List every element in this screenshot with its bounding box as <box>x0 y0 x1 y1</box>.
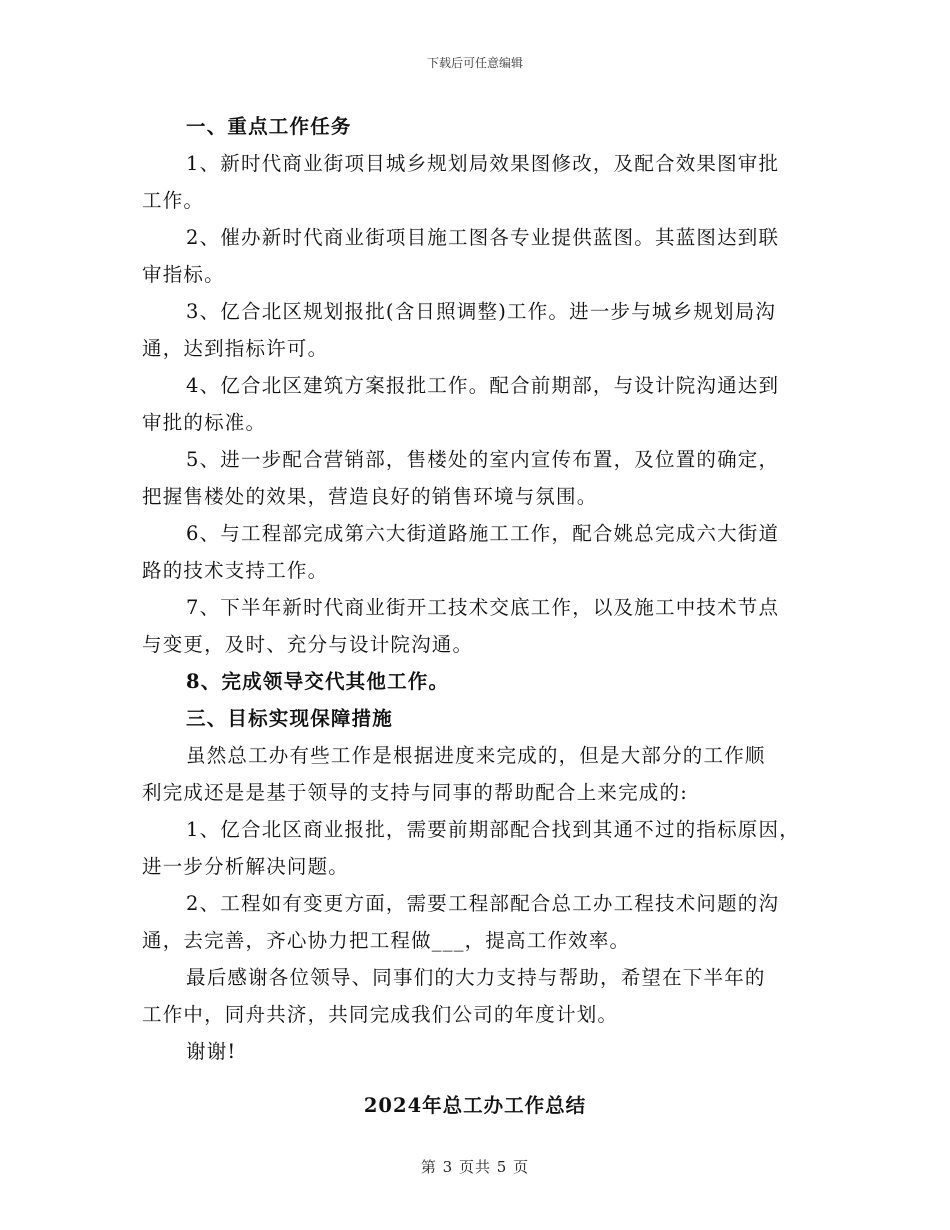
paragraph-line: 把握售楼处的效果，营造良好的销售环境与氛围。 <box>142 485 598 508</box>
section-heading-tasks: 一、重点工作任务 <box>186 115 352 138</box>
paragraph-line: 2、工程如有变更方面，需要工程部配合总工办工程技术问题的沟 <box>186 892 780 915</box>
document-body <box>142 108 822 1070</box>
paragraph-line: 与变更，及时、充分与设计院沟通。 <box>142 633 474 656</box>
paragraph-line: 6、与工程部完成第六大街道路施工工作，配合姚总完成六大街道 <box>186 522 780 545</box>
document-title: 2024年总工办工作总结 <box>363 1094 587 1117</box>
paragraph-line: 最后感谢各位领导、同事们的大力支持与帮助，希望在下半年的 <box>186 966 766 989</box>
task-item-bold: 8、完成领导交代其他工作。 <box>186 670 450 693</box>
paragraph-line: 虽然总工办有些工作是根据进度来完成的，但是大部分的工作顺 <box>186 744 766 767</box>
paragraph-line: 7、下半年新时代商业街开工技术交底工作，以及施工中技术节点 <box>186 596 780 619</box>
paragraph-line: 审批的标准。 <box>142 411 267 434</box>
paragraph-line: 5、进一步配合营销部，售楼处的室内宣传布置，及位置的确定， <box>186 448 780 471</box>
section-heading-measures: 三、目标实现保障措施 <box>186 707 394 730</box>
paragraph-line: 进一步分析解决问题。 <box>142 855 350 878</box>
paragraph-line: 4、亿合北区建筑方案报批工作。配合前期部，与设计院沟通达到 <box>186 374 780 397</box>
paragraph-line: 工作。 <box>142 189 205 212</box>
page-header-note: 下载后可任意编辑 <box>426 56 523 70</box>
paragraph-line: 工作中，同舟共济，共同完成我们公司的年度计划。 <box>142 1003 619 1026</box>
paragraph-line: 通，达到指标许可。 <box>142 337 329 360</box>
paragraph-line: 2、催办新时代商业街项目施工图各专业提供蓝图。其蓝图达到联 <box>186 226 780 249</box>
paragraph-line: 3、亿合北区规划报批(含日照调整)工作。进一步与城乡规划局沟 <box>186 300 777 323</box>
paragraph-line: 1、亿合北区商业报批，需要前期部配合找到其通不过的指标原因， <box>186 818 800 841</box>
paragraph-line: 路的技术支持工作。 <box>142 559 329 582</box>
paragraph-line: 利完成还是是基于领导的支持与同事的帮助配合上来完成的: <box>142 781 688 804</box>
paragraph-line: 审指标。 <box>142 263 225 286</box>
page-footer: 第 3 页共 5 页 <box>420 1158 530 1176</box>
closing-thanks: 谢谢! <box>186 1040 237 1063</box>
paragraph-line: 1、新时代商业街项目城乡规划局效果图修改，及配合效果图审批 <box>186 152 780 175</box>
paragraph-line: 通，去完善，齐心协力把工程做___，提高工作效率。 <box>142 929 631 952</box>
